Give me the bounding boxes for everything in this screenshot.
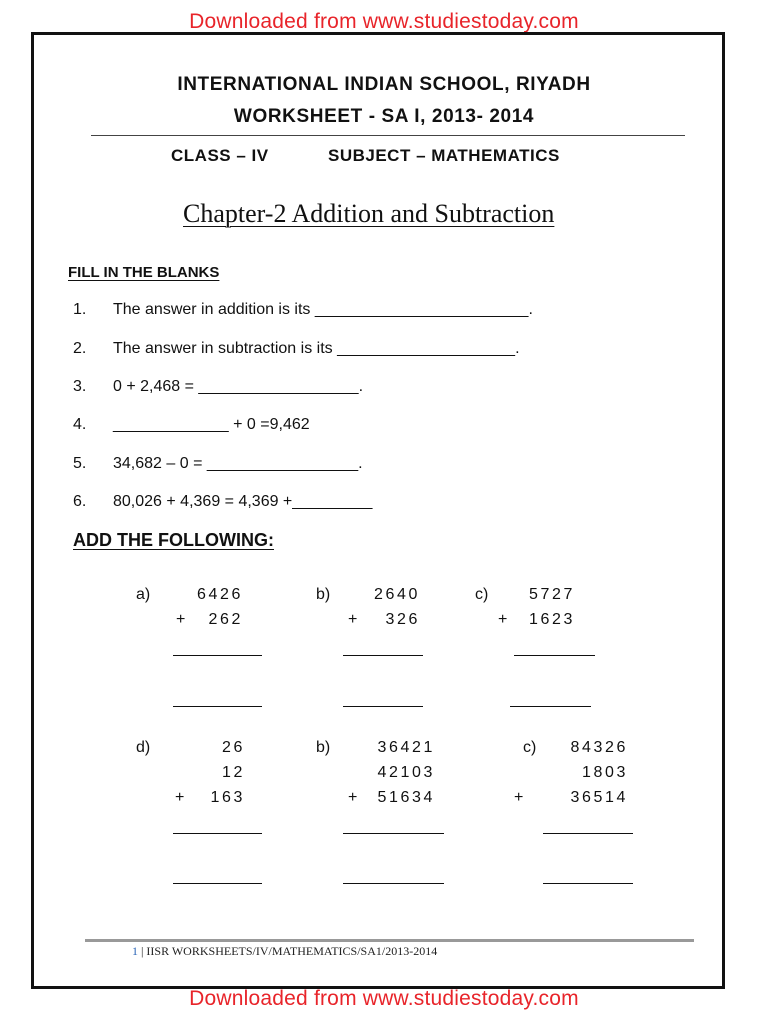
question-5 <box>73 455 363 473</box>
answer-line <box>543 883 633 884</box>
addend: 84326 <box>570 739 628 756</box>
answer-line <box>343 706 423 707</box>
watermark-bottom: Downloaded from www.studiestoday.com <box>189 987 579 1010</box>
question-number: 2. <box>73 340 87 357</box>
addend: 36514 <box>570 789 628 806</box>
addend: 1623 <box>529 611 575 628</box>
add-following-heading: ADD THE FOLLOWING: <box>73 530 274 550</box>
plus-sign: + <box>348 611 358 628</box>
page-footer: 1 | IISR WORKSHEETS/IV/MATHEMATICS/SA1/2013-2014 <box>132 944 438 958</box>
question-number: 5. <box>73 455 87 472</box>
question-number: 3. <box>73 378 87 395</box>
addend: 262 <box>208 611 243 628</box>
question-6 <box>73 493 372 511</box>
question-2 <box>73 340 520 358</box>
addend: 42103 <box>377 764 435 781</box>
fill-blanks-heading: FILL IN THE BLANKS <box>68 264 220 281</box>
subject-label: SUBJECT – MATHEMATICS <box>328 146 560 165</box>
addend: 163 <box>210 789 245 806</box>
page-number: 1 <box>132 944 138 958</box>
question-number: 1. <box>73 301 87 318</box>
question-text: 80,026 + 4,369 = 4,369 +_________ <box>113 493 373 510</box>
addend: 326 <box>385 611 420 628</box>
question-text: 34,682 – 0 = _________________. <box>113 455 363 472</box>
addend: 2640 <box>374 586 420 603</box>
question-number: 4. <box>73 416 87 433</box>
plus-sign: + <box>348 789 358 806</box>
addend: 26 <box>222 739 245 756</box>
question-number: 6. <box>73 493 87 510</box>
question-1 <box>73 301 533 319</box>
question-text: The answer in subtraction is its ____________________. <box>113 340 520 357</box>
school-name: INTERNATIONAL INDIAN SCHOOL, RIYADH <box>177 74 591 95</box>
problem-label: c) <box>523 739 537 756</box>
chapter-title: Chapter-2 Addition and Subtraction <box>183 199 555 228</box>
addend: 51634 <box>377 789 435 806</box>
problem-label: b) <box>316 586 331 603</box>
answer-line <box>343 833 444 834</box>
worksheet-title: WORKSHEET - SA I, 2013- 2014 <box>233 106 535 127</box>
question-3 <box>73 378 363 396</box>
answer-line <box>173 833 262 834</box>
problem-label: b) <box>316 739 331 756</box>
question-text: The answer in addition is its ________________________. <box>113 301 533 318</box>
answer-line <box>343 655 423 656</box>
plus-sign: + <box>514 789 524 806</box>
plus-sign: + <box>175 789 185 806</box>
plus-sign: + <box>176 611 186 628</box>
question-4 <box>73 416 310 434</box>
answer-line <box>514 655 595 656</box>
class-label: CLASS – IV <box>171 146 269 165</box>
answer-line <box>510 706 591 707</box>
footer-text: IISR WORKSHEETS/IV/MATHEMATICS/SA1/2013-2014 <box>146 944 438 958</box>
addend: 5727 <box>529 586 575 603</box>
plus-sign: + <box>498 611 508 628</box>
question-text: _____________ + 0 =9,462 <box>113 416 310 433</box>
answer-line <box>343 883 444 884</box>
answer-line <box>543 833 633 834</box>
footer-rule <box>85 939 694 942</box>
addend: 1803 <box>582 764 628 781</box>
answer-line <box>173 655 262 656</box>
watermark-top: Downloaded from www.studiestoday.com <box>189 10 579 33</box>
problem-label: d) <box>136 739 151 756</box>
answer-line <box>173 883 262 884</box>
addend: 12 <box>222 764 245 781</box>
question-text: 0 + 2,468 = __________________. <box>113 378 364 395</box>
answer-line <box>173 706 262 707</box>
addend: 6426 <box>197 586 243 603</box>
problem-label: a) <box>136 586 151 603</box>
header-divider <box>91 135 685 136</box>
addend: 36421 <box>377 739 435 756</box>
problem-label: c) <box>475 586 489 603</box>
